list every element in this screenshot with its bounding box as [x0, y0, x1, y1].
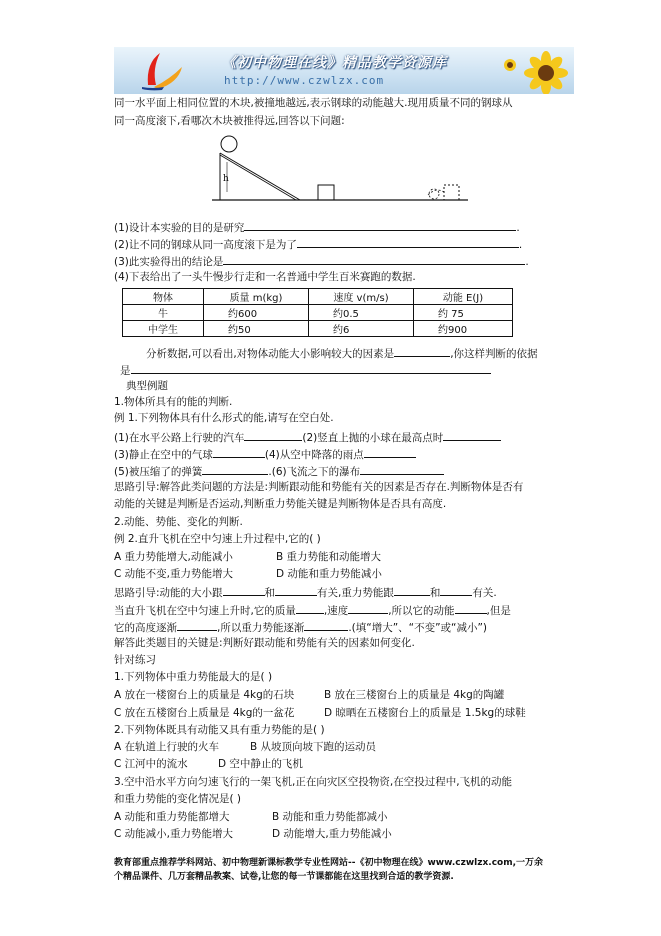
- section-heading-practice: 针对练习: [114, 654, 156, 666]
- practice-1-options-ab: [114, 689, 504, 702]
- example-1-row-3: (5)被压缩了的弹簧 .(6)飞流之下的瀑布: [114, 464, 444, 479]
- answer-blank-1[interactable]: [244, 220, 516, 231]
- steel-ball: [221, 136, 237, 152]
- option-d[interactable]: D 动能增大,重力势能减小: [272, 828, 392, 840]
- experiment-diagram: [200, 132, 475, 212]
- banner-url[interactable]: http://www.czwlzx.com: [224, 74, 385, 87]
- practice-3-question-1: 3.空中沿水平方向匀速飞行的一架飞机,正在向灾区空投物资,在空投过程中,飞机的动能: [114, 776, 513, 788]
- question-2: (2)让不同的钢球从同一高度滚下是为了 .: [114, 239, 523, 251]
- subsection-2: 2.动能、势能、变化的判断.: [114, 516, 243, 528]
- option-d[interactable]: D 动能和重力势能减小: [276, 568, 382, 580]
- height-label: h: [223, 174, 229, 184]
- table-header-cell: 质量 m(kg): [204, 289, 309, 305]
- answer-blank-ex1-4[interactable]: [364, 447, 416, 458]
- incline-surface: [220, 153, 300, 200]
- banner-title: 《初中物理在线》精品教学资源库: [222, 55, 447, 71]
- practice-2-options-ab: [114, 741, 376, 754]
- practice-3-question-2: 和重力势能的变化情况是( ): [114, 793, 242, 805]
- motion-trace: [428, 190, 444, 195]
- guide-2-line-1: 思路引导:动能的大小跟 和 有关,重力势能跟 和 有关.: [114, 587, 497, 599]
- incline-surface-inner: [220, 155, 296, 200]
- question-4: (4)下表给出了一头牛慢步行走和一名普通中学生百米赛跑的数据.: [114, 271, 416, 283]
- answer-blank-g2-2[interactable]: [275, 585, 317, 596]
- practice-3-options-cd: [114, 828, 392, 841]
- question-1: (1)设计本实验的目的是研究 .: [114, 222, 520, 234]
- table-cell: 约6: [309, 321, 414, 337]
- option-a[interactable]: A 重力势能增大,动能减小: [114, 551, 233, 563]
- example-2-options-ab: [114, 551, 381, 564]
- option-a[interactable]: A 动能和重力势能都增大: [114, 811, 230, 823]
- practice-2-question: 2.下列物体既具有动能又具有重力势能的是( ): [114, 724, 325, 736]
- guide-2-tip: 解答此类题目的关键是:判断好跟动能和势能有关的因素如何变化.: [114, 637, 415, 649]
- question-3: (3)此实验得出的结论是 .: [114, 256, 529, 268]
- option-c[interactable]: C 放在五楼窗台上质量是 4kg的一盆花: [114, 707, 295, 719]
- option-d[interactable]: D 空中静止的飞机: [218, 758, 303, 770]
- intro-line-1: 同一水平面上相同位置的木块,被撞地越远,表示钢球的动能越大.现用质量不同的钢球从: [114, 97, 513, 109]
- answer-blank-ex1-6[interactable]: [360, 464, 444, 475]
- table-header-row: [123, 289, 513, 305]
- analysis-line-2: 是: [120, 363, 491, 378]
- option-b[interactable]: B 动能和重力势能都减小: [272, 811, 388, 823]
- option-a[interactable]: A 在轨道上行驶的火车: [114, 741, 220, 753]
- table-cell: 约600: [204, 305, 309, 321]
- answer-blank-g2-6[interactable]: [348, 603, 388, 614]
- option-c[interactable]: C 动能减小,重力势能增大: [114, 828, 234, 840]
- answer-blank-g2-7[interactable]: [455, 603, 487, 614]
- option-c[interactable]: C 动能不变,重力势能增大: [114, 568, 234, 580]
- footer-line-2: 个精品课件、几万套精品教案、试卷,让您的每一节课都能在这里找到合适的教学资源.: [114, 872, 454, 882]
- table-header-cell: 速度 v(m/s): [309, 289, 414, 305]
- answer-blank-g2-9[interactable]: [304, 620, 348, 631]
- option-b[interactable]: B 从坡顶向坡下跑的运动员: [250, 741, 377, 753]
- answer-blank-g2-1[interactable]: [223, 585, 265, 596]
- subsection-1: 1.物体所具有的能的判断.: [114, 396, 233, 408]
- table-cell: 约50: [204, 321, 309, 337]
- practice-3-options-ab: [114, 811, 388, 824]
- table-cell: 约900: [414, 321, 513, 337]
- site-logo-icon: [120, 49, 190, 91]
- example-1-title: 例 1.下列物体具有什么形式的能,请写在空白处.: [114, 412, 334, 424]
- option-a[interactable]: A 放在一楼窗台上的质量是 4kg的石块: [114, 689, 295, 701]
- wood-block-moved: [444, 185, 459, 200]
- table-cell: 约0.5: [309, 305, 414, 321]
- wood-block: [318, 185, 334, 200]
- option-d[interactable]: D 晾晒在五楼窗台上的质量是 1.5kg的球鞋: [324, 707, 526, 719]
- table-cell: 中学生: [123, 321, 204, 337]
- section-heading-examples: 典型例题: [126, 380, 168, 392]
- answer-blank-ex1-3[interactable]: [213, 447, 265, 458]
- answer-blank-g2-5[interactable]: [296, 603, 324, 614]
- table-row: [123, 305, 513, 321]
- footer-line-1: 教育部重点推荐学科网站、初中物理新课标教学专业性网站--《初中物理在线》www.czwlzx.com,一万余: [114, 858, 544, 868]
- answer-blank-g2-3[interactable]: [394, 585, 430, 596]
- table-header-cell: 动能 E(J): [414, 289, 513, 305]
- table-cell: 约 75: [414, 305, 513, 321]
- answer-blank-ex1-2[interactable]: [443, 430, 501, 441]
- guide-1-line-1: 思路引导:解答此类问题的方法是:判断跟动能和势能有关的因素是否存在.判断物体是否有: [114, 481, 524, 493]
- example-2-options-cd: [114, 568, 382, 581]
- option-b[interactable]: B 重力势能和动能增大: [276, 551, 382, 563]
- intro-line-2: 同一高度滚下,看哪次木块被推得远,回答以下问题:: [114, 115, 345, 127]
- guide-1-line-2: 动能的关键是判断是否运动,判断重力势能关键是判断物体是否具有高度.: [114, 498, 447, 510]
- answer-blank-ex1-5[interactable]: [202, 464, 268, 475]
- table-header-cell: 物体: [123, 289, 204, 305]
- example-1-row-2: (3)静止在空中的气球 (4)从空中降落的雨点: [114, 447, 416, 462]
- analysis-line: 分析数据,可以看出,对物体动能大小影响较大的因素是 ,你这样判断的依据: [146, 348, 538, 360]
- answer-blank-factor[interactable]: [394, 346, 450, 357]
- practice-1-options-cd: [114, 707, 526, 720]
- practice-2-options-cd: [114, 758, 303, 771]
- guide-2-line-3: 它的高度逐渐 ,所以重力势能逐渐 .(填“增大”、“不变”或“减小”): [114, 622, 488, 634]
- ball-final-position: [429, 189, 439, 199]
- answer-blank-2[interactable]: [297, 237, 519, 248]
- sunflower-icon: [498, 51, 574, 94]
- option-b[interactable]: B 放在三楼窗台上的质量是 4kg的陶罐: [324, 689, 505, 701]
- header-banner: [114, 47, 574, 94]
- guide-2-line-2: 当直升飞机在空中匀速上升时,它的质量 ,速度 ,所以它的动能 ,但是: [114, 605, 511, 617]
- answer-blank-g2-4[interactable]: [440, 585, 472, 596]
- answer-blank-ex1-1[interactable]: [244, 430, 302, 441]
- example-2-title: 例 2.直升飞机在空中匀速上升过程中,它的( ): [114, 533, 321, 545]
- data-table: [122, 288, 513, 337]
- option-c[interactable]: C 江河中的流水: [114, 758, 188, 770]
- example-1-row-1: (1)在水平公路上行驶的汽车 (2)竖直上抛的小球在最高点时: [114, 430, 501, 445]
- table-row: [123, 321, 513, 337]
- answer-blank-reason[interactable]: [131, 363, 491, 374]
- table-cell: 牛: [123, 305, 204, 321]
- practice-1-question: 1.下列物体中重力势能最大的是( ): [114, 671, 273, 683]
- answer-blank-g2-8[interactable]: [177, 620, 217, 631]
- answer-blank-3[interactable]: [223, 254, 525, 265]
